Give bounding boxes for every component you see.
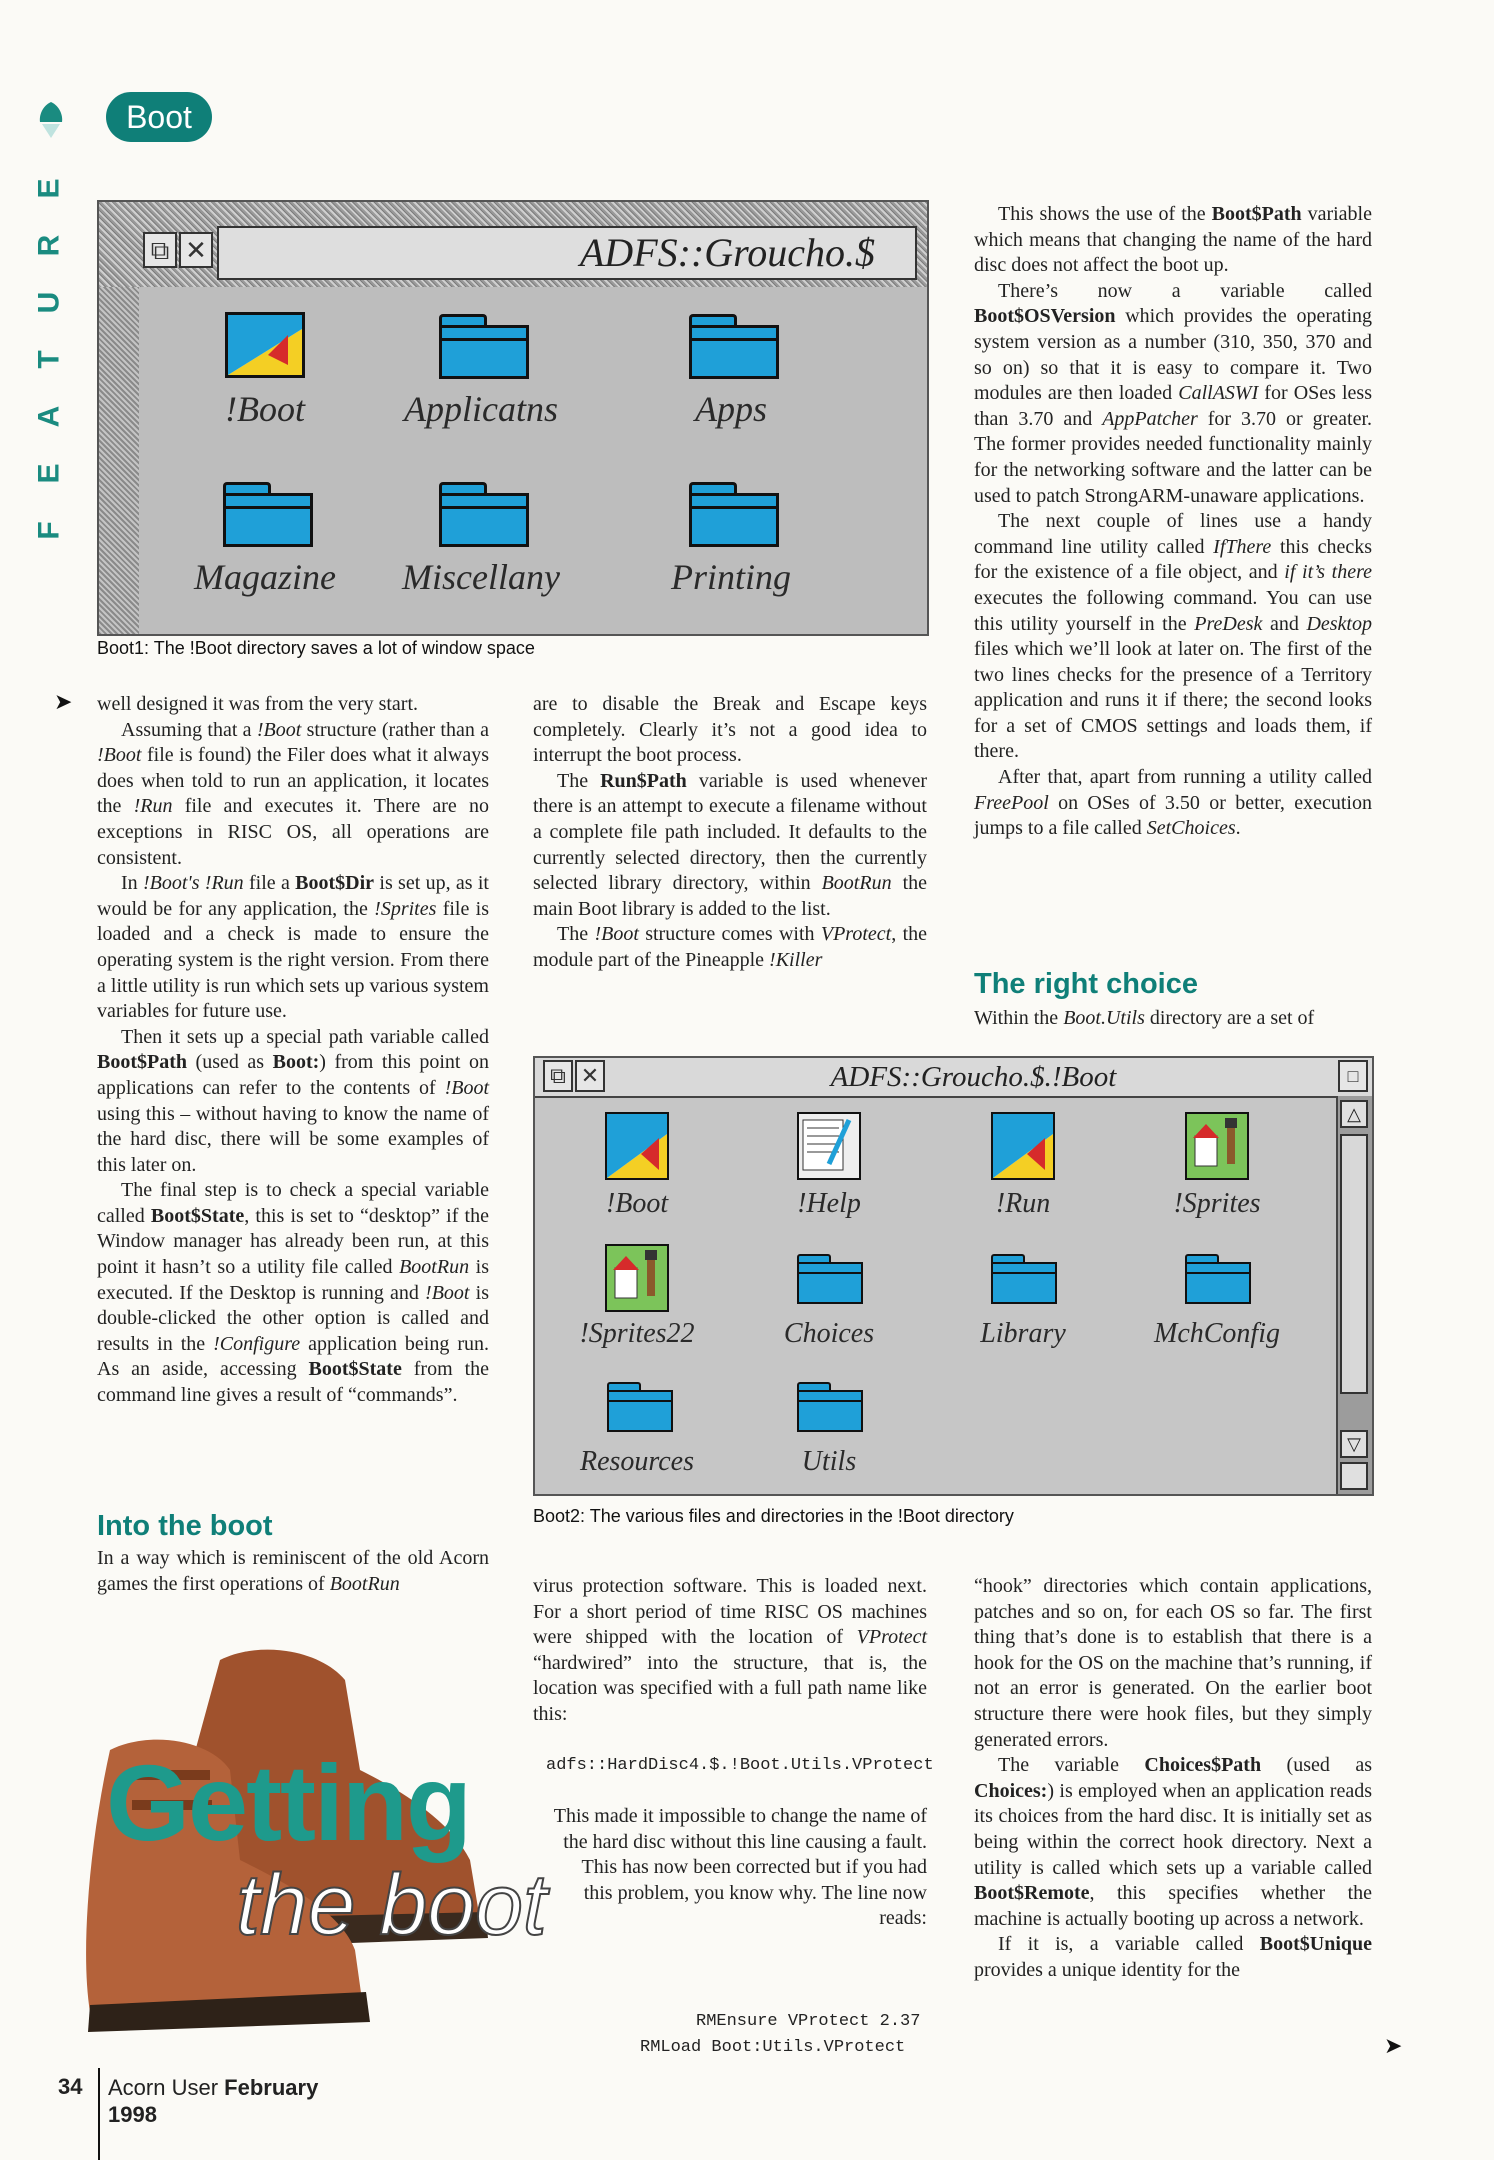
page-number: 34 [58,2074,83,2099]
text: This shows the use of the [998,203,1212,225]
text: Within the [974,1007,1064,1029]
text: Boot$Remote [974,1882,1090,1905]
back-icon[interactable]: ⧉ [143,232,177,268]
column-3 [974,202,1372,842]
text: for 3.70 or greater. The former provides needed functionality mainly for the networking software and the latter can be used to patch StrongARM-unaware applications. [974,407,1373,507]
text: ) from this point on applications can refer to the contents of [97,1051,489,1099]
heading-the-right-choice: The right choice [974,968,1198,1000]
text: If it is, a variable called [998,1933,1260,1956]
text: Desktop [1306,612,1372,635]
scroll-down-icon[interactable]: ▽ [1340,1430,1368,1458]
headline-the-boot: the boot [236,1857,547,1953]
text: Boot$Dir [295,872,375,895]
icon-label: Choices [783,1318,875,1349]
column-1 [97,692,489,1409]
side-letter: E [32,178,66,199]
run-icon[interactable] [991,1112,1055,1180]
column-3-lower [974,1574,1372,1984]
text: variable which means that changing the name of the hard disc does not affect the boot up. [974,203,1372,277]
text: (used as [187,1051,273,1074]
text: variable is used whenever there is an attempt to execute a filename without a complete file path included. It defaults to the currently selected directory, then the currently selected library directory, within [533,769,928,895]
text: AppPatcher [1102,407,1198,430]
figure2-caption: Boot2: The various files and directories in the !Boot directory [533,1506,1014,1526]
icon-label: !Run [995,1188,1051,1219]
back-icon[interactable]: ⧉ [543,1060,573,1092]
window-title-field [217,226,917,280]
text: is double-clicked the other option is called and results in the [97,1281,489,1355]
window-title: ADFS::Groucho.$.!Boot [830,1061,1117,1093]
icon-label: Miscellany [402,557,560,597]
text: . [1235,817,1241,840]
text: Boot$Path [1211,203,1302,225]
column-1-lower [97,1546,489,1597]
side-letter: U [32,291,66,314]
folder-icon[interactable] [223,482,313,544]
issue-month: February [224,2075,319,2100]
footer-divider [98,2068,100,2160]
figure1-window [97,200,929,636]
folder-icon[interactable] [607,1382,673,1430]
text: and [1262,612,1307,635]
text: virus protection software. This is loaded next. For a short period of time RISC OS machines were shipped with the location of [533,1575,927,1649]
text: is set up, as it would be for any application, the [97,872,489,920]
scroll-thumb[interactable] [1340,1134,1368,1394]
text: file and executes it. There are no exceptions in RISC OS, all operations are consistent. [97,795,489,869]
text: !Boot [256,718,302,741]
text: VProtect [820,923,892,946]
icon-label: Magazine [194,557,336,597]
window-title: ADFS::Groucho.$ [579,230,875,275]
code-line: adfs::HardDisc4.$.!Boot.Utils.VProtect [546,1756,934,1775]
icon-label: !Sprites [1173,1188,1261,1219]
icon-label: !Sprites22 [579,1318,695,1349]
icon-label: Library [980,1318,1066,1349]
text: VProtect [856,1626,927,1649]
figure1-caption: Boot1: The !Boot directory saves a lot of window space [97,638,535,658]
icon-label: MchConfig [1154,1318,1280,1349]
window-titlebar [535,1058,1372,1098]
text: Boot.Utils [1063,1007,1145,1029]
folder-icon[interactable] [991,1254,1057,1302]
issue-year: 1998 [108,2102,157,2127]
text: FreePool [974,791,1049,814]
text: PreDesk [1194,612,1263,635]
text: The [557,769,601,792]
text: structure comes with [638,923,821,946]
text: files which we’ll look at later on. The first of the two lines checks for the presence of a Territory application and runs it if there; the second looks for a set of CMOS settings and loads them, if there. [974,638,1372,763]
text: The variable [998,1754,1145,1777]
close-icon[interactable]: ✕ [179,232,213,268]
column-2-lower [533,1574,927,1728]
side-letter: F [32,521,66,540]
side-letter: R [32,234,66,257]
heading-into-the-boot: Into the boot [97,1510,273,1542]
column-3-mid [974,1006,1372,1032]
folder-icon[interactable] [439,482,529,544]
text: Boot$Unique [1259,1933,1372,1956]
text: The final step is to check a special variable called [97,1179,489,1227]
text: Then it sets up a special path variable called [121,1025,489,1048]
folder-icon[interactable] [689,482,779,544]
text: BootRun [399,1256,470,1279]
icon-label: Applicatns [404,389,558,429]
text: Boot: [272,1051,320,1074]
text: on OSes of 3.50 or better, execution jumps to a file called [974,791,1372,840]
section-pill: Boot [106,92,212,142]
text: !Run [133,795,173,818]
continue-arrow-icon: ➤ [54,690,73,715]
text: is executed. If the Desktop is running and [97,1256,489,1304]
text: if it’s there [1284,561,1372,584]
text: After that, apart from running a utility called [998,766,1372,789]
text: using this – without having to know the name of the hard disc, there will be some examples of this later on. [97,1102,489,1176]
text: file is loaded and a check is made to ensure the operating system is the right version. From there a little utility is run which sets up various system variables for future use. [97,897,489,1023]
text: The [557,923,595,946]
icon-label: !Boot [605,1188,669,1219]
paragraph: well designed it was from the very start. [97,693,419,715]
code-line: RMEnsure VProtect 2.37 [696,2012,921,2031]
headline-getting: Getting [106,1742,470,1863]
text: Choices$Path [1144,1754,1262,1777]
text: !Boot [425,1281,470,1304]
text: “hardwired” into the structure, that is, the location was specified with a full path name like this: [533,1651,927,1725]
figure2-window [533,1056,1374,1496]
text: Boot$State [150,1204,245,1227]
magazine-name: Acorn User [108,2075,219,2100]
text: ) is employed when an application reads its choices from the hard disc. It is initially set as being within the correct hook directory. Next a utility is called which sets up a variable called [974,1779,1372,1879]
folder-icon[interactable] [797,1254,863,1302]
window-left-border [99,287,139,634]
acorn-logo-icon [38,100,64,140]
side-letter: E [32,463,66,484]
text: Choices: [974,1779,1048,1802]
continue-arrow-icon: ➤ [1384,2034,1403,2059]
text: !Boot [97,744,142,767]
text: In [121,872,143,895]
folder-icon[interactable] [1185,1254,1251,1302]
vertical-scrollbar[interactable] [1336,1096,1372,1494]
text: from the command line gives a result of “commands”. [97,1358,489,1407]
sprites-icon[interactable] [1185,1112,1249,1180]
text: Assuming that a [121,718,257,741]
folder-icon[interactable] [439,314,529,376]
column-2-wrap [553,1804,927,1932]
text: provides a unique identity for the [974,1958,1241,1981]
text: directory are a set of [1144,1007,1315,1029]
code-line: RMLoad Boot:Utils.VProtect [640,2038,906,2057]
text: There’s now a variable called [998,279,1372,302]
text: Boot$State [308,1358,402,1381]
text: BootRun [821,872,892,895]
folder-icon[interactable] [689,314,779,376]
icon-label: Resources [579,1446,695,1477]
column-2 [533,692,927,974]
paragraph: This made it impossible to change the name of the hard disc without this line causing a fault. This has now been corrected but if you had this problem, you know why. The line now reads: [553,1805,927,1930]
text: which provides the operating system version as a number (310, 350, 370 and so on) so that it is easy to compare it. Two modules are then loaded [974,305,1372,405]
icon-label: Apps [695,389,767,429]
text: BootRun [329,1572,400,1595]
text: !Boot [444,1076,489,1099]
icon-label: Printing [670,557,791,597]
text: , the module part of the Pineapple [533,923,927,971]
footer-magazine [108,2074,318,2128]
text: file a [243,872,296,895]
text: file is found) the Filer does what it always does when told to run an application, it locates the [97,744,489,818]
resize-icon[interactable] [1340,1462,1368,1490]
icon-label: !Help [797,1188,861,1219]
text: The next couple of lines use a handy command line utility called [974,510,1372,558]
close-icon[interactable]: ✕ [575,1060,605,1092]
side-feature-label [34,160,64,559]
text: !Boot's !Run [142,872,244,895]
boot-app-icon[interactable] [605,1112,669,1180]
side-letter: A [32,405,66,428]
text: !Configure [213,1332,301,1355]
boot-app-icon[interactable] [225,312,305,378]
text: this checks for the existence of a file object, and [974,535,1372,584]
help-icon[interactable] [797,1112,861,1180]
icon-label: !Boot [225,389,305,429]
text: structure (rather than a [301,718,489,741]
text: IfThere [1213,535,1272,558]
text: the main Boot library is added to the list. [533,872,927,920]
text: application being run. As an aside, accessing [97,1332,489,1381]
text: are to disable the Break and Escape keys completely. Clearly it’s not a good idea to interrupt the boot process. [533,693,927,767]
text: CallASWI [1178,382,1259,405]
scroll-up-icon[interactable]: △ [1340,1100,1368,1128]
text: , this specifies whether the machine is actually booting up across a network. [974,1882,1372,1930]
text: Run$Path [600,769,687,792]
text: In a way which is reminiscent of the old Acorn games the first operations of [97,1547,489,1595]
icon-label: Utils [801,1446,857,1477]
text: !Killer [769,948,823,971]
text: executes the following command. You can use this utility yourself in the [974,586,1372,635]
folder-icon[interactable] [797,1382,863,1430]
text: , this is set to “desktop” if the Window manager has already been run, at this point it hasn’t so a utility file called [97,1204,489,1279]
text: SetChoices [1146,817,1236,840]
text: Boot$OSVersion [974,305,1116,328]
text: !Boot [594,923,639,946]
text: Boot$Path [97,1051,187,1074]
text: for OSes less than 3.70 and [974,382,1373,430]
toggle-size-icon[interactable]: □ [1338,1060,1368,1092]
text: (used as [1261,1754,1372,1777]
text: “hook” directories which contain applications, patches and so on, for each OS so far. The first thing that’s done is to establish that there is a hook for the OS on the machine that’s running, if not an error is generated. On the earlier boot structure there were hook files, but they simply generated errors. [974,1575,1372,1751]
text: !Sprites [374,897,437,920]
sprites22-icon[interactable] [605,1244,669,1312]
side-letter: T [32,350,66,369]
